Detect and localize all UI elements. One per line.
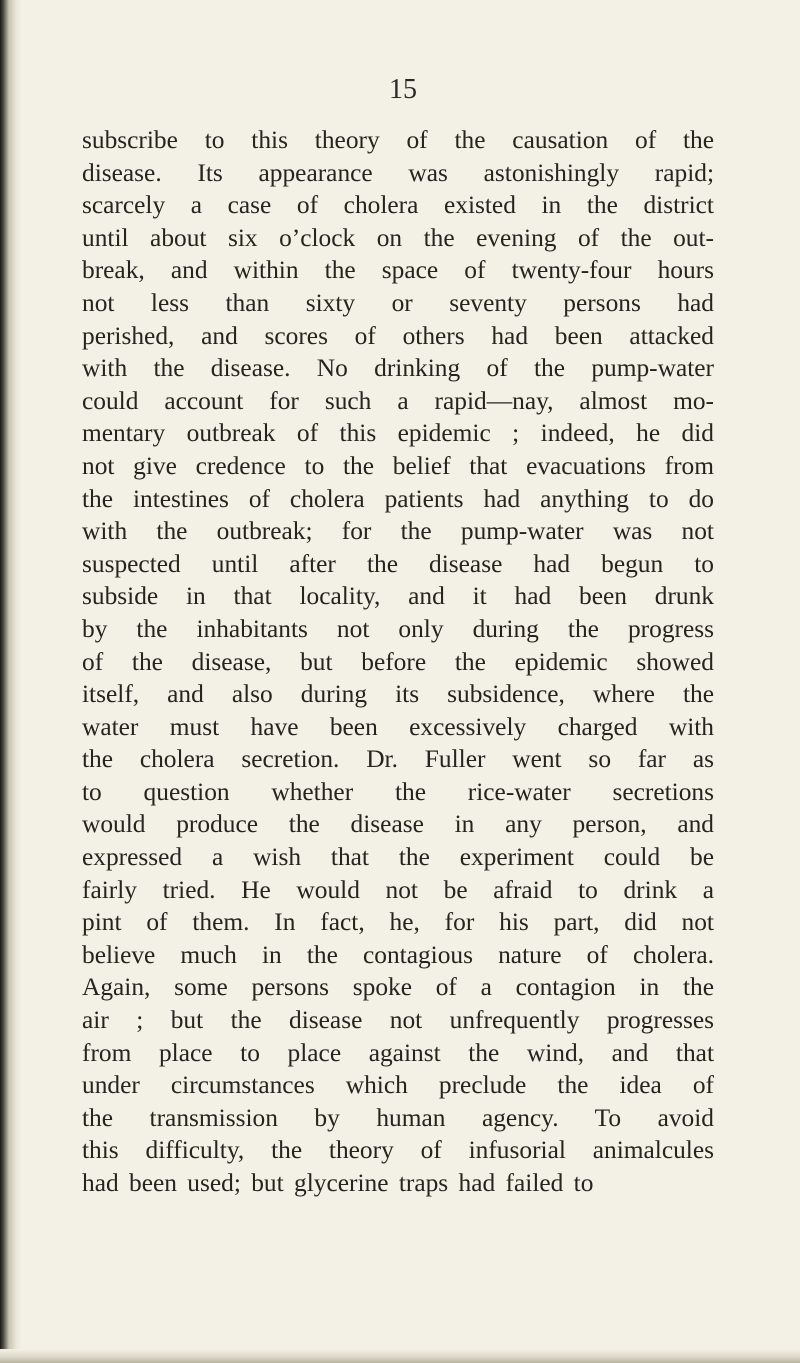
text-line: scarcely a case of cholera existed in the district xyxy=(82,191,714,220)
text-line: the transmission by human agency. To avoid xyxy=(82,1103,714,1132)
text-line: disease. Its appearance was astonishingly rapid; xyxy=(82,158,714,187)
text-line: to question whether the rice-water secretions xyxy=(82,777,714,806)
text-line: subside in that locality, and it had been drunk xyxy=(82,582,714,611)
text-line: the intestines of cholera patients had anything to do xyxy=(82,484,714,513)
page-number: 15 xyxy=(389,74,417,105)
text-line: expressed a wish that the experiment could be xyxy=(82,843,714,872)
text-line: under circumstances which preclude the idea of xyxy=(82,1071,714,1100)
text-line: by the inhabitants not only during the progress xyxy=(82,614,714,643)
text-line: not less than sixty or seventy persons had xyxy=(82,288,714,317)
body-text xyxy=(82,124,714,1200)
text-line: Again, some persons spoke of a contagion in the xyxy=(82,973,714,1002)
text-line: from place to place against the wind, and that xyxy=(82,1038,714,1067)
page-bottom-edge xyxy=(0,1349,800,1363)
text-line: with the outbreak; for the pump-water was not xyxy=(82,517,714,546)
text-line: subscribe to this theory of the causation of the xyxy=(82,126,714,154)
text-line: perished, and scores of others had been attacked xyxy=(82,321,714,350)
text-line: of the disease, but before the epidemic showed xyxy=(82,647,714,676)
text-line: had been used; but glycerine traps had failed to xyxy=(82,1169,594,1197)
text-line: believe much in the contagious nature of cholera. xyxy=(82,940,714,969)
text-line: this difficulty, the theory of infusorial animalcules xyxy=(82,1136,714,1165)
text-line: air ; but the disease not unfrequently progresses xyxy=(82,1006,714,1035)
text-line: break, and within the space of twenty-four hours xyxy=(82,256,714,285)
text-line: water must have been excessively charged with xyxy=(82,712,714,741)
text-line: fairly tried. He would not be afraid to drink a xyxy=(82,875,714,904)
text-line: with the disease. No drinking of the pump-water xyxy=(82,354,714,383)
text-line: pint of them. In fact, he, for his part, did not xyxy=(82,908,714,937)
text-line: mentary outbreak of this epidemic ; indeed, he did xyxy=(82,419,714,448)
text-line: could account for such a rapid—nay, almost mo- xyxy=(82,386,714,415)
text-line: until about six o’clock on the evening of the out- xyxy=(82,223,714,252)
text-line: itself, and also during its subsidence, where the xyxy=(82,680,714,709)
text-line: suspected until after the disease had begun to xyxy=(82,549,714,578)
text-line: would produce the disease in any person, and xyxy=(82,810,714,839)
text-line: the cholera secretion. Dr. Fuller went so far as xyxy=(82,745,714,774)
text-line: not give credence to the belief that evacuations from xyxy=(82,451,714,480)
book-gutter-shadow xyxy=(0,0,22,1363)
